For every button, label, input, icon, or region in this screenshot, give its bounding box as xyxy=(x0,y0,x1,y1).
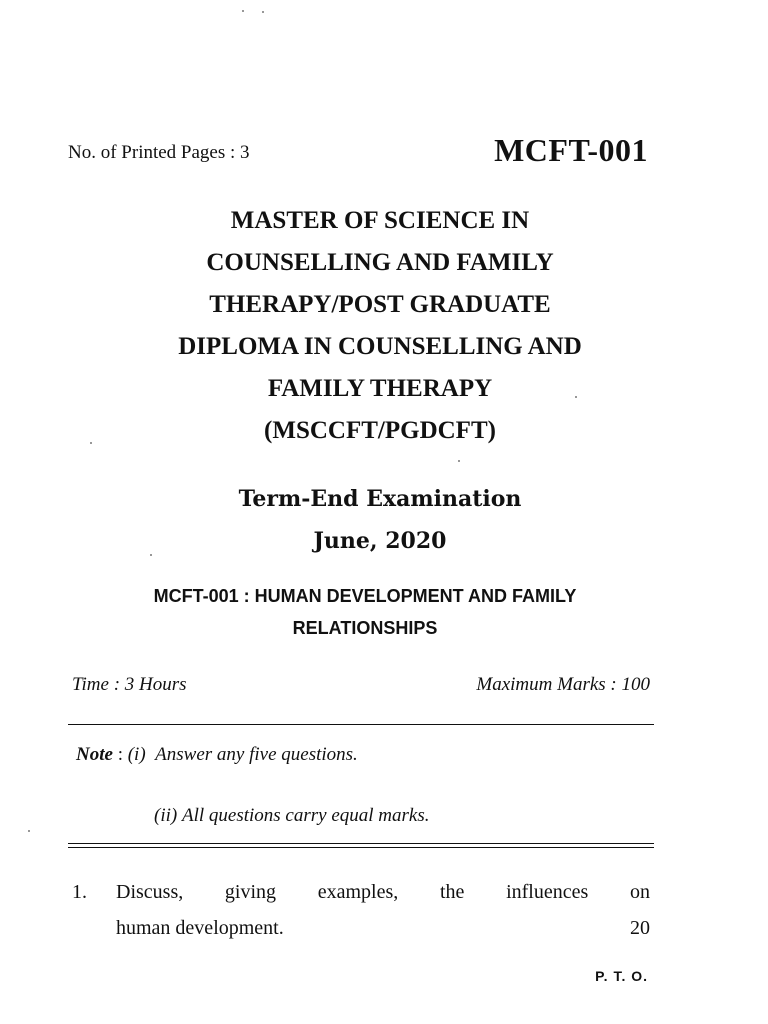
question-word: examples, xyxy=(317,881,399,903)
title-line: MASTER OF SCIENCE IN xyxy=(230,207,530,234)
scan-speck xyxy=(262,11,264,13)
note-marker: (i) xyxy=(127,744,146,765)
title-line: COUNSELLING AND FAMILY xyxy=(206,249,554,276)
programme-title xyxy=(70,200,690,452)
please-turn-over: P. T. O. xyxy=(595,968,648,984)
title-line: DIPLOMA IN COUNSELLING AND xyxy=(178,333,582,360)
maximum-marks: Maximum Marks : 100 xyxy=(476,674,650,695)
course-title-line: MCFT-001 : HUMAN DEVELOPMENT AND FAMILY xyxy=(153,586,577,606)
time-allowed: Time : 3 Hours xyxy=(72,674,187,695)
question-number: 1. xyxy=(72,881,87,903)
printed-pages-count: No. of Printed Pages : 3 xyxy=(68,142,250,163)
scan-speck xyxy=(242,10,244,12)
divider-line xyxy=(68,724,654,725)
question-word: giving xyxy=(224,881,277,903)
paper-code: MCFT-001 xyxy=(494,132,648,168)
question-word: the xyxy=(439,881,465,903)
note-line xyxy=(154,805,429,827)
exam-name: Term-End Examination xyxy=(238,486,522,512)
course-heading xyxy=(60,580,670,644)
course-title-line: RELATIONSHIPS xyxy=(292,618,438,638)
question-text-line: human development. xyxy=(116,917,284,939)
exam-heading xyxy=(70,478,690,562)
title-line: (MSCCFT/PGDCFT) xyxy=(264,417,496,444)
header-row xyxy=(68,132,648,172)
note-colon: : xyxy=(112,744,128,765)
note-instruction: Answer any five questions. xyxy=(155,744,358,765)
question-marks: 20 xyxy=(630,917,650,939)
title-line: THERAPY/POST GRADUATE xyxy=(209,291,551,318)
double-divider-line xyxy=(68,843,654,848)
title-line: FAMILY THERAPY xyxy=(267,375,493,402)
question-word: on xyxy=(629,881,650,903)
question-word: influences xyxy=(506,881,589,903)
question-word: Discuss, xyxy=(116,881,184,903)
note-instruction: All questions carry equal marks. xyxy=(181,805,430,826)
scan-speck xyxy=(28,830,30,832)
scan-speck xyxy=(458,460,460,462)
note-label: Note xyxy=(76,744,113,765)
note-line xyxy=(76,744,358,766)
note-marker: (ii) xyxy=(154,805,178,826)
exam-session: June, 2020 xyxy=(313,528,447,554)
question-text-line xyxy=(116,874,650,910)
exam-meta-row xyxy=(72,674,650,704)
